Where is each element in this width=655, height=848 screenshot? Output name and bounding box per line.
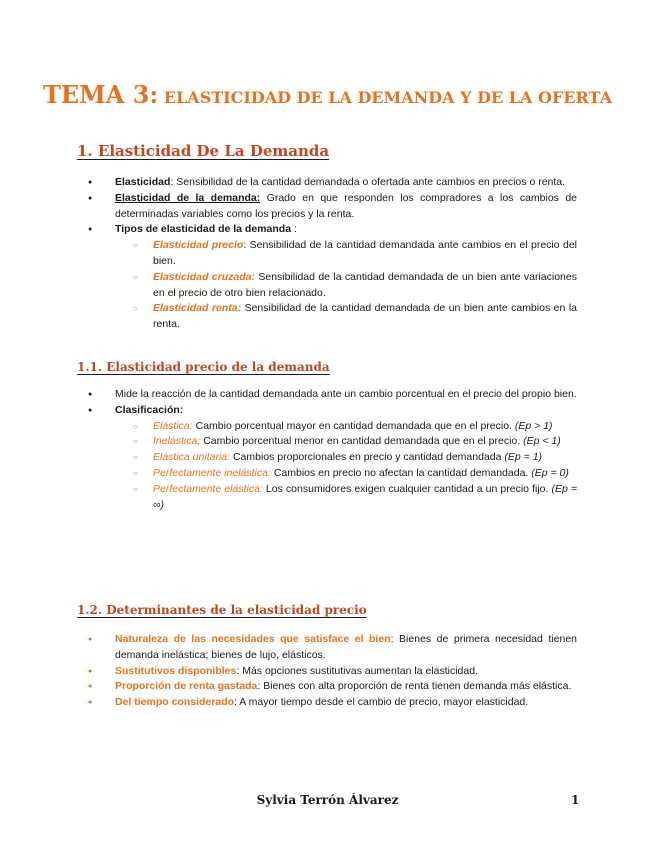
sub-list-item xyxy=(153,466,577,482)
sub-list-item xyxy=(153,419,577,435)
sub-list-item xyxy=(153,270,577,302)
page-title xyxy=(0,80,655,109)
term-definition: Cambios en precio no afectan la cantidad demandada. xyxy=(270,466,532,479)
term-label: Inelástica: xyxy=(153,435,201,448)
section-heading-1-1: 1.1. Elasticidad precio de la demanda xyxy=(77,360,330,374)
section-1-1-body xyxy=(77,387,577,513)
term-definition: : xyxy=(291,223,297,236)
term-definition: : Sensibilidad de la cantidad demandada o ofertada ante cambios en precios o renta. xyxy=(170,176,566,188)
term-definition: Cambio porcentual mayor en cantidad demandada que en el precio. xyxy=(192,419,515,432)
sub-list-item xyxy=(153,450,577,466)
title-main: TEMA 3: xyxy=(43,80,159,109)
term-definition: : Bienes de primera necesidad tienen demanda inelástica; bienes de lujo, elásticos. xyxy=(115,633,577,661)
formula: (Ep < 1) xyxy=(523,435,561,448)
term-definition: Los consumidores exigen cualquier cantidad a un precio fijo. xyxy=(262,482,552,495)
term-label: Tipos de elasticidad de la demanda xyxy=(115,223,292,236)
term-label: Elástica: xyxy=(153,419,193,432)
list-item xyxy=(115,403,577,514)
footer-author: Sylvia Terrón Álvarez xyxy=(256,793,399,807)
list-item xyxy=(115,387,577,403)
term-label: Elasticidad xyxy=(115,176,171,188)
term-definition: : Sensibilidad de la cantidad demandada ante cambios en el precio del bien. xyxy=(153,239,577,267)
list-item xyxy=(115,679,577,695)
intro-text: Mide la reacción de la cantidad demandada ante un cambio porcentual en el precio del propio bien. xyxy=(115,388,577,400)
section-1-body xyxy=(77,175,577,333)
term-label: Elástica unitaria: xyxy=(153,451,231,464)
formula: (Ep = 1) xyxy=(504,451,543,464)
term-label: Elasticidad de la demanda: xyxy=(115,191,261,204)
term-label: Perfectamente inelástica: xyxy=(153,466,271,479)
list-item xyxy=(115,632,577,664)
page-number: 1 xyxy=(571,793,580,807)
section-1-2-body xyxy=(77,632,577,711)
sub-list-item xyxy=(153,238,577,270)
term-definition: Cambio porcentual menor en cantidad demandada que en el precio. xyxy=(200,435,524,448)
list-item xyxy=(115,175,577,191)
term-definition: : Más opciones sustitutivas aumentan la elasticidad. xyxy=(236,664,478,677)
formula: (Ep = 0) xyxy=(531,466,569,479)
term-label: Sustitutivos disponibles xyxy=(115,664,237,677)
term-label: Elasticidad precio xyxy=(153,239,244,252)
term-definition: Cambios proporcionales en precio y cantidad demandada xyxy=(230,451,505,464)
term-definition: : Bienes con alta proporción de renta tienen demanda más elástica. xyxy=(257,680,572,693)
list-item xyxy=(115,191,577,223)
formula: (Ep > 1) xyxy=(514,419,553,432)
term-label: Del tiempo considerado xyxy=(115,696,235,709)
term-label: Naturaleza de las necesidades que satisface el bien xyxy=(115,633,391,645)
section-heading-1: 1. Elasticidad De La Demanda xyxy=(77,142,330,160)
clasificacion-label: Clasificación: xyxy=(115,403,184,416)
section-heading-1-2: 1.2. Determinantes de la elasticidad precio xyxy=(77,603,367,617)
term-label: Perfectamente elástica: xyxy=(153,482,263,495)
list-item xyxy=(115,664,577,680)
formula: (Ep = ∞) xyxy=(153,482,577,511)
sub-list-item xyxy=(153,482,577,514)
term-definition: Sensibilidad de la cantidad demandada de un bien ante cambios en la renta. xyxy=(153,302,577,331)
term-label: Elasticidad cruzada: xyxy=(153,270,255,283)
term-label: Elasticidad renta: xyxy=(153,302,242,315)
list-item xyxy=(115,695,577,711)
sub-list-item xyxy=(153,434,577,450)
list-item xyxy=(115,222,577,333)
title-rest: ELASTICIDAD DE LA DEMANDA Y DE LA OFERTA xyxy=(163,88,612,107)
sub-list-item xyxy=(153,301,577,333)
term-definition: : A mayor tiempo desde el cambio de precio, mayor elasticidad. xyxy=(234,696,529,709)
term-definition: Grado en que responden los compradores a los cambios de determinadas variables como los precios y la renta. xyxy=(115,191,577,220)
term-label: Proporción de renta gastada xyxy=(115,680,258,693)
term-definition: Sensibilidad de la cantidad demandada de un bien ante variaciones en el precio de otro bien relacionado. xyxy=(153,270,577,299)
